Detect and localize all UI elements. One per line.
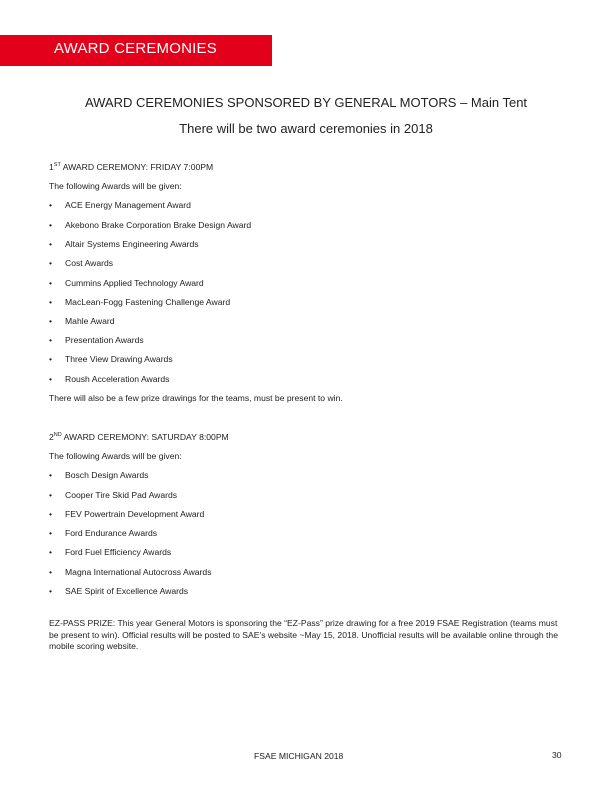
bullet-icon: • — [49, 277, 53, 288]
ceremony1-award-item: Three View Drawing Awards — [65, 354, 173, 364]
bullet-icon: • — [49, 239, 53, 249]
bullet-icon: • — [49, 200, 53, 210]
ceremony1-award-item: Cost Awards — [65, 258, 114, 268]
ceremony1-award-item: Cummins Applied Technology Award — [65, 277, 204, 288]
bullet-icon: • — [49, 296, 53, 307]
bullet-icon: • — [49, 567, 53, 577]
ceremony2-award-item: Magna International Autocross Awards — [65, 567, 212, 577]
ceremony1-heading: 1ST AWARD CEREMONY: FRIDAY 7:00PM — [49, 162, 214, 172]
bullet-icon: • — [49, 470, 53, 480]
ceremony2-award-item: Ford Endurance Awards — [65, 528, 158, 538]
headline-title: AWARD CEREMONIES SPONSORED BY GENERAL MOTORS – Main Tent — [84, 95, 528, 110]
bullet-icon: • — [49, 586, 53, 596]
bullet-icon: • — [49, 335, 53, 345]
ceremony1-note: There will also be a few prize drawings for the teams, must be present to win. — [49, 393, 343, 403]
ceremony1-award-item: ACE Energy Management Award — [65, 200, 191, 210]
bullet-icon: • — [49, 219, 53, 230]
ceremony2-intro: The following Awards will be given: — [49, 451, 182, 461]
ceremony1-award-item: Mahle Award — [65, 316, 115, 326]
section-title: AWARD CEREMONIES — [54, 40, 217, 57]
ceremony1-award-item: MacLean-Fogg Fastening Challenge Award — [65, 296, 231, 307]
ceremony1-award-item: Presentation Awards — [65, 335, 144, 345]
ceremony2-award-item: FEV Powertrain Development Award — [65, 509, 205, 519]
headline-subtitle: There will be two award ceremonies in 2018 — [179, 121, 433, 136]
bullet-icon: • — [49, 374, 53, 384]
ceremony2-award-item: Cooper Tire Skid Pad Awards — [65, 489, 178, 500]
bullet-icon: • — [49, 489, 53, 500]
ezpass-paragraph: EZ-PASS PRIZE: This year General Motors is sponsoring the “EZ-Pass” prize drawing for a free 2019 FSAE Registration (teams must be present to win). Official results will be posted to SAE’s website ~May 15, 2018. Unofficial results will be available online through the mobile scoring website. — [49, 618, 558, 651]
ceremony2-award-item: SAE Spirit of Excellence Awards — [65, 586, 189, 596]
ceremony2-award-item: Bosch Design Awards — [65, 470, 149, 480]
bullet-icon: • — [49, 316, 53, 326]
bullet-icon: • — [49, 528, 53, 538]
footer-text: FSAE MICHIGAN 2018 — [254, 751, 344, 761]
ceremony1-award-item: Altair Systems Engineering Awards — [65, 239, 199, 249]
bullet-icon: • — [49, 258, 53, 268]
ceremony1-intro: The following Awards will be given: — [49, 181, 182, 191]
bullet-icon: • — [49, 509, 53, 519]
ceremony1-award-item: Roush Acceleration Awards — [65, 374, 170, 384]
page-number: 30 — [552, 750, 562, 760]
ceremony2-award-item: Ford Fuel Efficiency Awards — [65, 547, 172, 557]
bullet-icon: • — [49, 354, 53, 364]
ceremony1-award-item: Akebono Brake Corporation Brake Design Award — [65, 219, 252, 230]
ceremony2-heading: 2ND AWARD CEREMONY: SATURDAY 8:00PM — [49, 432, 229, 442]
bullet-icon: • — [49, 547, 53, 557]
